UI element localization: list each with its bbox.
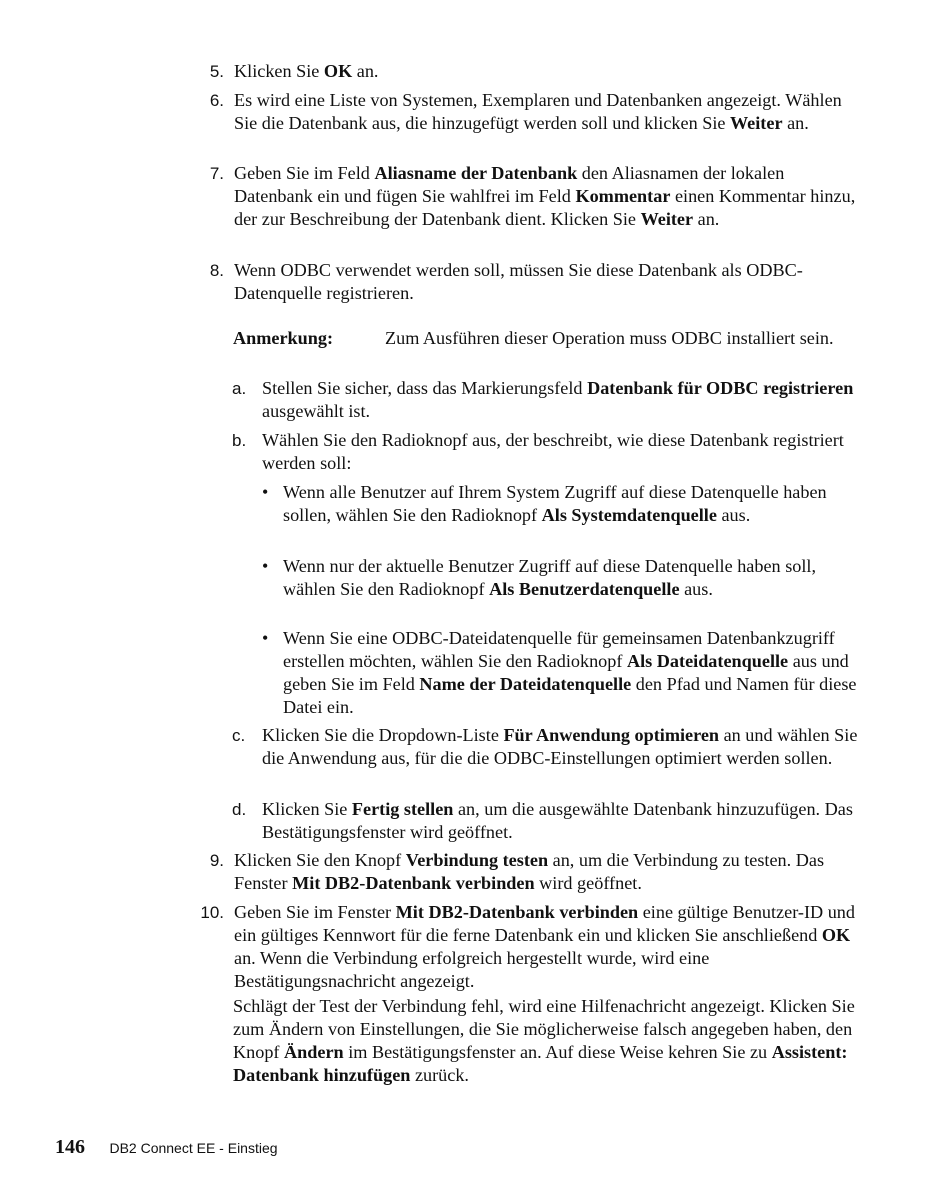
bold-term: Name der Dateidatenquelle <box>419 674 632 694</box>
bold-term: Als Benutzerdatenquelle <box>489 579 680 599</box>
bold-term: Als Dateidatenquelle <box>626 651 789 671</box>
text-run: aus. <box>679 579 713 599</box>
text-run: an. <box>352 61 379 81</box>
bullet-text <box>283 627 865 719</box>
text-run: an. <box>782 113 809 133</box>
bullet-system-datasource <box>262 481 865 527</box>
step-text <box>234 259 865 305</box>
bullet-mark: • <box>262 482 269 502</box>
text-run: an und wählen Sie die Anwendung aus, für die die ODBC-Einstellungen optimiert werden sollen. <box>262 725 858 768</box>
step-number: 9. <box>209 851 224 870</box>
step-7 <box>200 162 865 231</box>
text-run: an, um die ausgewählte Datenbank hinzuzufügen. Das Bestätigungsfenster wird geöffnet. <box>262 799 853 842</box>
substep-d <box>232 798 865 844</box>
text-run: an, um die Verbindung zu testen. Das Fenster <box>234 850 825 893</box>
substep-letter: a. <box>232 379 247 398</box>
bullet-text <box>283 555 865 601</box>
text-run: Klicken Sie <box>262 799 352 819</box>
bold-term: Aliasname der Datenbank <box>374 163 578 183</box>
step-9 <box>200 849 865 895</box>
text-run: Geben Sie im Fenster <box>234 902 396 922</box>
text-run: an. Wenn die Verbindung erfolgreich hergestellt wurde, wird eine Bestätigungsnachricht angezeigt. <box>234 948 710 991</box>
step-5 <box>200 60 865 83</box>
step-number: 8. <box>209 261 224 280</box>
text-run: Schlägt der Test der Verbindung fehl, wird eine Hilfenachricht angezeigt. Klicken Sie zum Ändern von Einstellungen, die Sie möglicherweise falsch angegeben haben, den Knopf <box>233 996 855 1062</box>
book-title: DB2 Connect EE - Einstieg <box>109 1140 278 1156</box>
step-number: 7. <box>209 164 224 183</box>
text-run: Klicken Sie den Knopf <box>234 850 406 870</box>
text-run: eine gültige Benutzer-ID und ein gültiges Kennwort für die ferne Datenbank ein und klicken Sie anschließend <box>234 902 855 945</box>
bold-term: Mit DB2-Datenbank verbinden <box>395 902 639 922</box>
text-run: Stellen Sie sicher, dass das Markierungsfeld <box>262 378 588 398</box>
bold-term: OK <box>323 61 353 81</box>
substep-a <box>232 377 865 423</box>
substep-text <box>262 724 865 770</box>
bold-term: Verbindung testen <box>405 850 549 870</box>
step-number: 10. <box>200 903 224 922</box>
step-text <box>234 162 865 231</box>
bold-term: Fertig stellen <box>351 799 454 819</box>
bold-term: Kommentar <box>575 186 671 206</box>
text-run: Geben Sie im Feld <box>234 163 375 183</box>
text-run: an. <box>693 209 720 229</box>
substep-letter: d. <box>232 800 247 819</box>
substep-text <box>262 429 865 475</box>
step-text <box>234 89 865 135</box>
note-label: Anmerkung: <box>233 328 334 348</box>
substep-c <box>232 724 865 770</box>
step-number: 6. <box>209 91 224 110</box>
substep-text <box>262 377 865 423</box>
text-run: aus und geben Sie im Feld <box>283 651 849 694</box>
bold-term: OK <box>821 925 851 945</box>
bullet-mark: • <box>262 628 269 648</box>
substep-b <box>232 429 865 475</box>
page-footer <box>55 1136 278 1159</box>
text-run: den Aliasnamen der lokalen Datenbank ein und fügen Sie wahlfrei im Feld <box>234 163 785 206</box>
step-number: 5. <box>209 62 224 81</box>
text-run: einen Kommentar hinzu, der zur Beschreibung der Datenbank dient. Klicken Sie <box>234 186 856 229</box>
bold-term: Assistent: Datenbank hinzufügen <box>233 1042 848 1085</box>
note <box>233 327 865 350</box>
text-run: im Bestätigungsfenster an. Auf diese Weise kehren Sie zu <box>343 1042 772 1062</box>
bold-term: Datenbank für ODBC registrieren <box>587 378 854 398</box>
text-run: Es wird eine Liste von Systemen, Exemplaren und Datenbanken angezeigt. Wählen Sie die Datenbank aus, die hinzugefügt werden soll und klicken Sie <box>234 90 842 133</box>
bullet-mark: • <box>262 556 269 576</box>
text-run: wird geöffnet. <box>534 873 642 893</box>
bold-term: Mit DB2-Datenbank verbinden <box>292 873 535 893</box>
step-6 <box>200 89 865 135</box>
step-10 <box>200 901 865 993</box>
bullet-text <box>283 481 865 527</box>
text-run: aus. <box>716 505 751 525</box>
bold-term: Als Systemdatenquelle <box>541 505 717 525</box>
bold-term: Für Anwendung optimieren <box>503 725 720 745</box>
bold-term: Ändern <box>284 1042 344 1062</box>
step-8 <box>200 259 865 305</box>
bold-term: Weiter <box>640 209 694 229</box>
note-text: Zum Ausführen dieser Operation muss ODBC installiert sein. <box>385 328 834 348</box>
substep-text <box>262 798 865 844</box>
step-text <box>234 901 865 993</box>
bullet-file-datasource <box>262 627 865 719</box>
bold-term: Weiter <box>730 113 783 133</box>
substep-letter: c. <box>232 726 246 745</box>
text-run: Wenn alle Benutzer auf Ihrem System Zugriff auf diese Datenquelle haben sollen, wählen Sie den Radioknopf <box>283 482 827 525</box>
text-run: ausgewählt ist. <box>262 401 371 421</box>
text-run: Wenn ODBC verwendet werden soll, müssen Sie diese Datenbank als ODBC-Datenquelle registrieren. <box>234 260 803 303</box>
text-run: Klicken Sie <box>234 61 324 81</box>
text-run: den Pfad und Namen für diese Datei ein. <box>283 674 857 717</box>
closing-paragraph <box>233 995 865 1087</box>
step-text <box>234 60 865 83</box>
text-run: Wenn nur der aktuelle Benutzer Zugriff auf diese Datenquelle haben soll, wählen Sie den Radioknopf <box>283 556 817 599</box>
step-text <box>234 849 865 895</box>
text-run: Wenn Sie eine ODBC-Dateidatenquelle für gemeinsamen Datenbankzugriff erstellen möchten, wählen Sie den Radioknopf <box>283 628 835 671</box>
text-run: Wählen Sie den Radioknopf aus, der beschreibt, wie diese Datenbank registriert werden soll: <box>262 430 844 473</box>
substep-letter: b. <box>232 431 247 450</box>
page-number: 146 <box>55 1136 85 1158</box>
bullet-user-datasource <box>262 555 865 601</box>
text-run: zurück. <box>410 1065 469 1085</box>
text-run: Klicken Sie die Dropdown-Liste <box>262 725 504 745</box>
